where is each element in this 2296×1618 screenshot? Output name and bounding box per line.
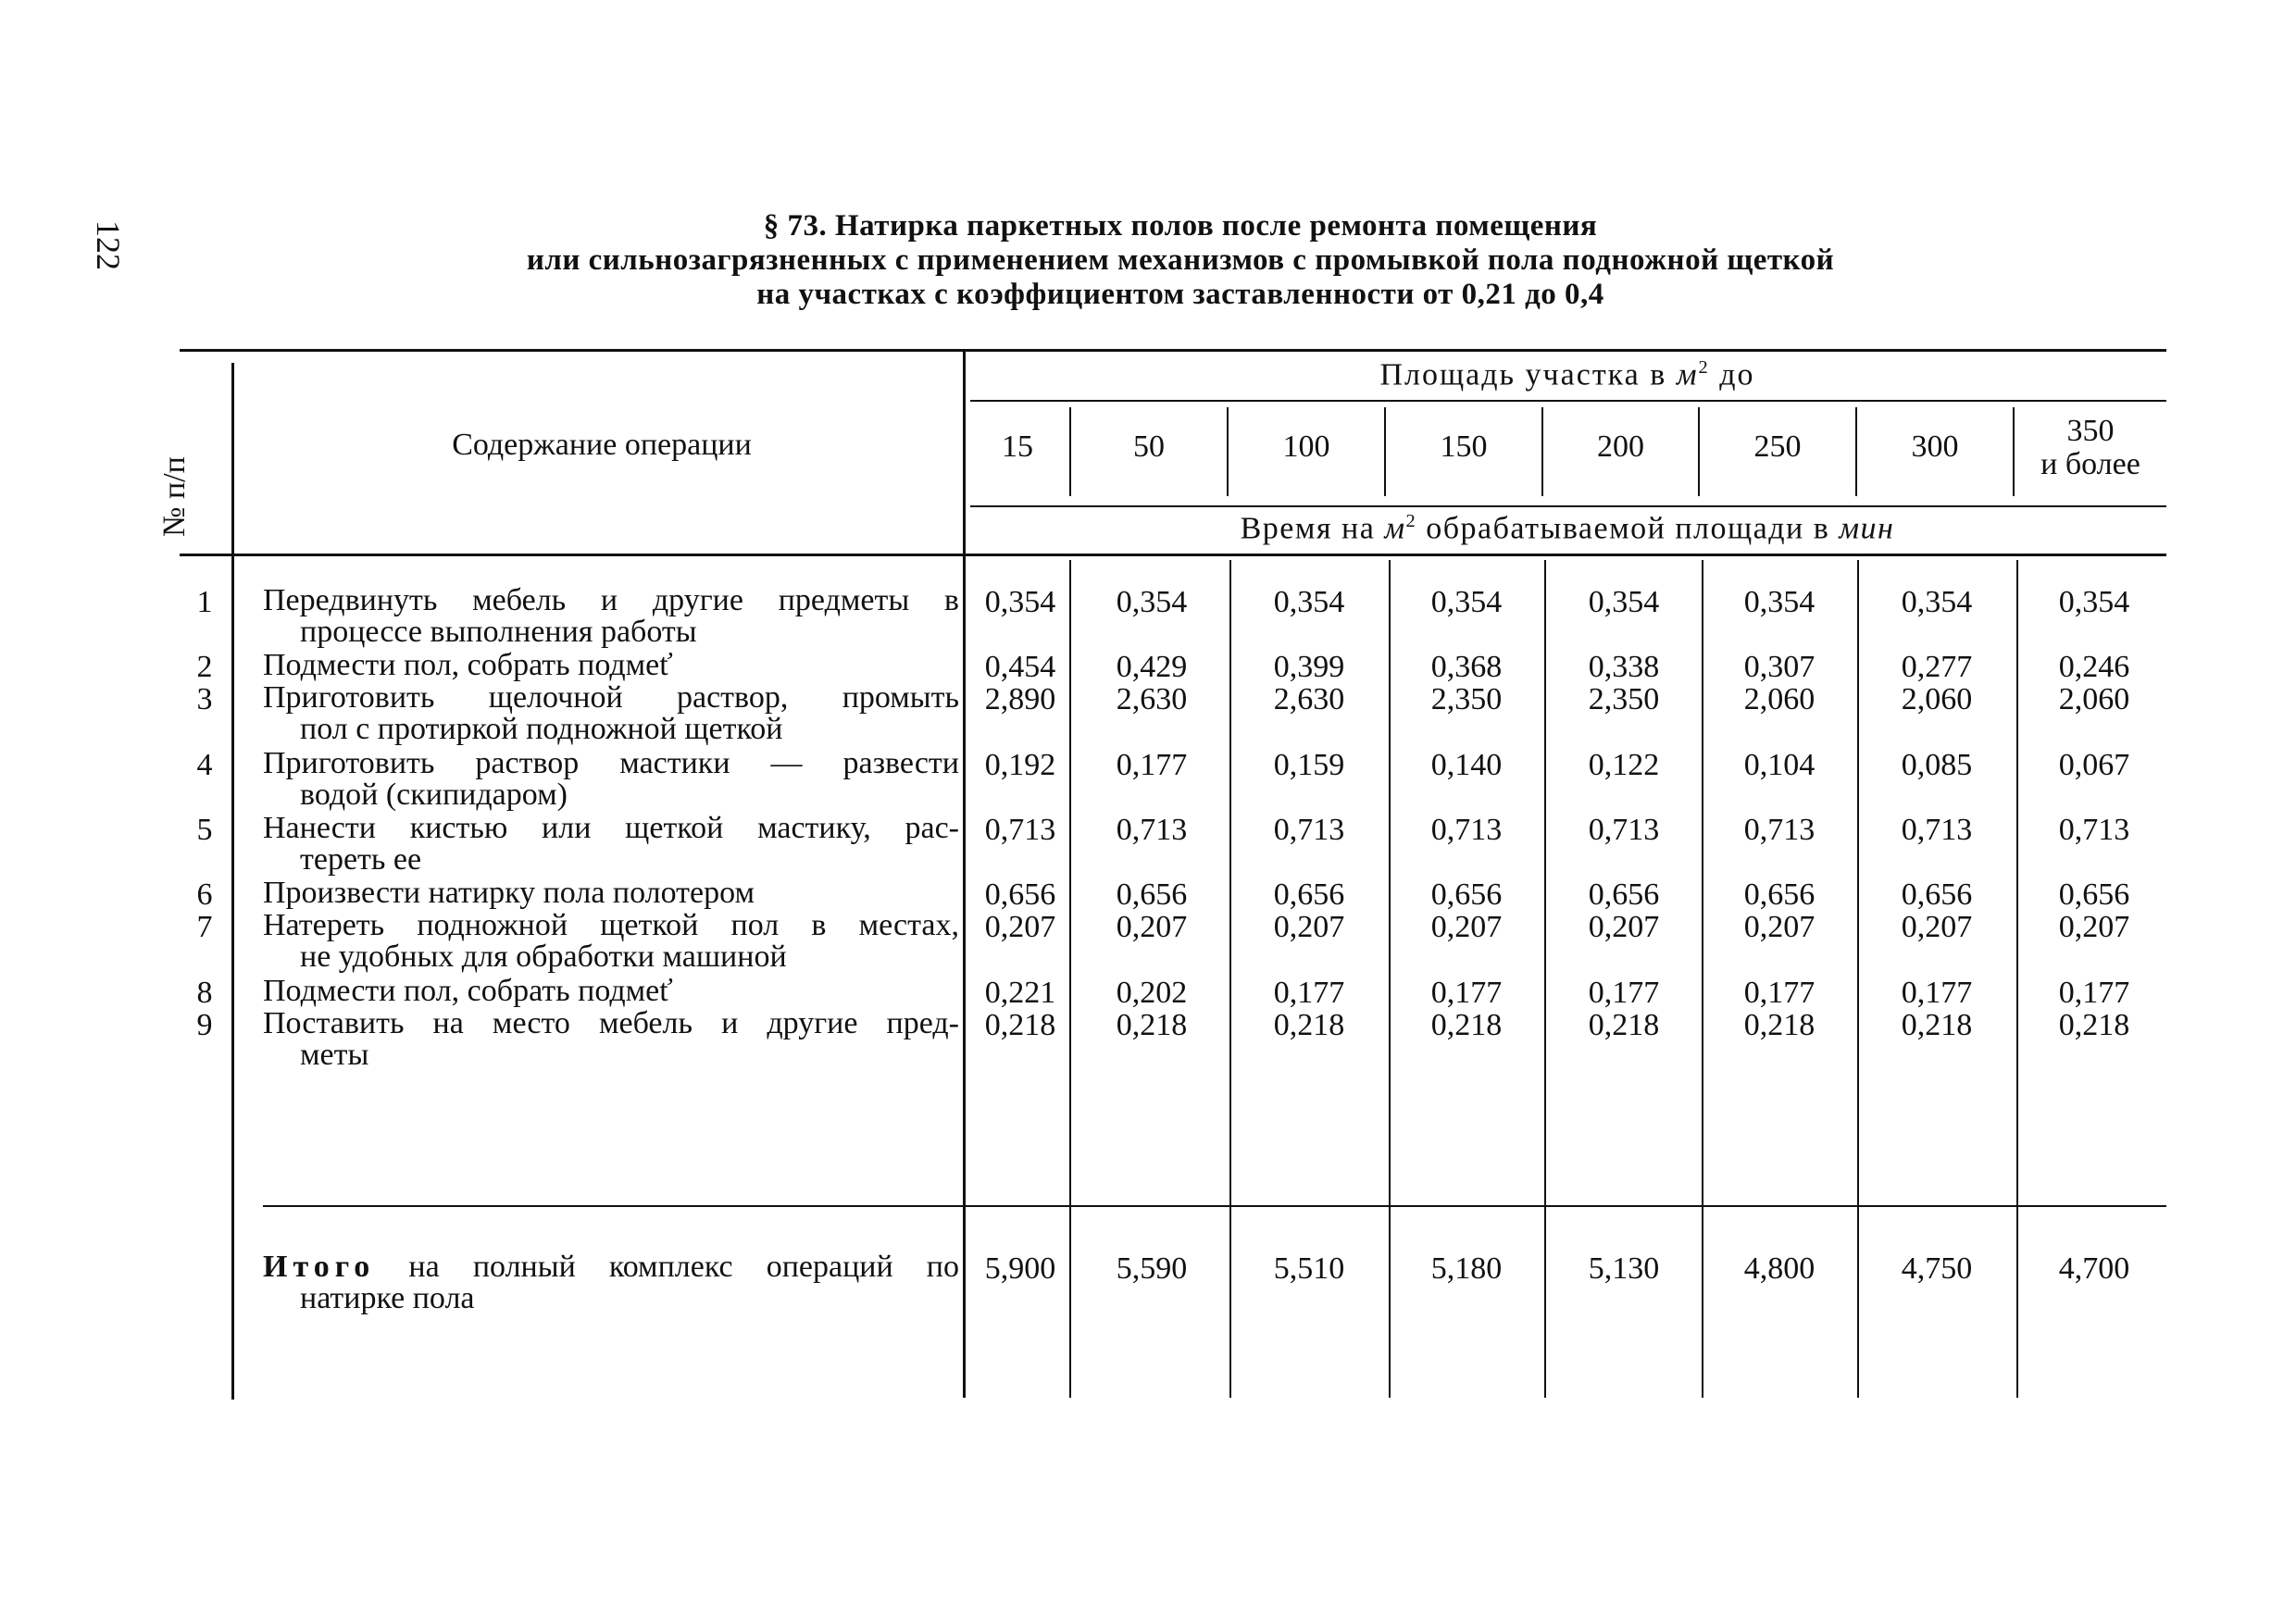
- value-cell: 0,354: [1901, 585, 1973, 619]
- value-cell: 0,218: [2058, 1008, 2130, 1042]
- value-cell: 0,307: [1743, 650, 1816, 684]
- value-cell: 0,218: [1273, 1008, 1345, 1042]
- page-number: 122: [90, 220, 127, 270]
- value-cell: 0,429: [1116, 650, 1188, 684]
- value-cell: 0,067: [2058, 748, 2130, 782]
- row-number: 4: [196, 748, 213, 782]
- value-cell: 2,350: [1430, 682, 1503, 716]
- value-cell: 0,207: [1116, 910, 1188, 944]
- value-cell: 0,218: [1430, 1008, 1503, 1042]
- header-num: № п/п: [157, 456, 192, 537]
- value-cell: 0,656: [1116, 877, 1188, 912]
- total-label: Итого на полный комплекс операций по натирке пола: [263, 1250, 959, 1315]
- header-area: Площадь участка в $м^2$ до: [1379, 357, 1755, 392]
- value-cell: 0,177: [1430, 976, 1503, 1010]
- title-line-2: или сильнозагрязненных с применением механизмов с промывкой пола подножной щеткой: [526, 243, 1835, 277]
- total-value-cell: 5,130: [1588, 1251, 1660, 1286]
- total-value-cell: 5,180: [1430, 1251, 1503, 1286]
- operation-text: Поставить на место мебель и другие пред- меты: [263, 1006, 959, 1072]
- value-cell: 0,354: [1116, 585, 1188, 619]
- header-mid-rule: [970, 400, 2166, 402]
- operation-text: Подмести пол, собрать подмеť: [263, 648, 673, 682]
- value-cell: 0,218: [984, 1008, 1056, 1042]
- value-cell: 0,354: [984, 585, 1056, 619]
- row-number: 7: [196, 910, 213, 944]
- value-cell: 0,656: [1588, 877, 1660, 912]
- value-cell: 0,207: [1901, 910, 1973, 944]
- header-time-rule: [970, 505, 2166, 507]
- value-cell: 2,060: [1743, 682, 1816, 716]
- header-time: Время на $м^2$ обрабатываемой площади в мин: [1240, 511, 1895, 546]
- value-cell: 0,656: [1273, 877, 1345, 912]
- value-cell: 0,140: [1430, 748, 1503, 782]
- value-cell: 0,177: [1743, 976, 1816, 1010]
- total-value-cell: 4,800: [1743, 1251, 1816, 1286]
- row-number: 2: [196, 650, 213, 684]
- value-cell: 0,177: [1116, 748, 1188, 782]
- value-cell: 0,207: [1273, 910, 1345, 944]
- table-top-rule: [180, 349, 2166, 352]
- value-cell: 0,207: [2058, 910, 2130, 944]
- total-value-cell: 5,590: [1116, 1251, 1188, 1286]
- value-cell: 2,630: [1116, 682, 1188, 716]
- row-number: 9: [196, 1008, 213, 1042]
- value-cell: 0,159: [1273, 748, 1345, 782]
- value-cell: 0,277: [1901, 650, 1973, 684]
- value-cell: 0,713: [2058, 813, 2130, 847]
- operation-text: Приготовить щелочной раствор, промыть пол с протиркой подножной щеткой: [263, 680, 959, 746]
- value-cell: 0,177: [1901, 976, 1973, 1010]
- value-cell: 0,713: [1743, 813, 1816, 847]
- value-cell: 0,207: [984, 910, 1056, 944]
- value-cell: 2,890: [984, 682, 1056, 716]
- col-divider: [1229, 560, 1231, 1398]
- value-cell: 0,122: [1588, 748, 1660, 782]
- value-cell: 0,368: [1430, 650, 1503, 684]
- col-head-300: 300: [1911, 429, 1959, 464]
- title-line-3: на участках с коэффициентом заставленности от 0,21 до 0,4: [756, 278, 1604, 311]
- value-cell: 0,354: [1430, 585, 1503, 619]
- operation-text: Передвинуть мебель и другие предметы в процессе выполнения работы: [263, 583, 959, 649]
- value-cell: 0,713: [1588, 813, 1660, 847]
- value-cell: 2,630: [1273, 682, 1345, 716]
- value-cell: 2,350: [1588, 682, 1660, 716]
- value-cell: 0,354: [1273, 585, 1345, 619]
- col-divider: [1544, 560, 1546, 1398]
- operation-text: Подмести пол, собрать подмеť: [263, 974, 673, 1008]
- value-cell: 0,656: [1743, 877, 1816, 912]
- value-cell: 0,221: [984, 976, 1056, 1010]
- value-cell: 0,354: [1588, 585, 1660, 619]
- col-head-15: 15: [1002, 429, 1033, 464]
- total-value-cell: 4,750: [1901, 1251, 1973, 1286]
- col-head-250: 250: [1753, 429, 1802, 464]
- title-line-1: § 73. Натирка паркетных полов после ремонта помещения: [763, 209, 1598, 243]
- value-cell: 0,202: [1116, 976, 1188, 1010]
- col-divider: [1702, 560, 1703, 1398]
- value-cell: 0,085: [1901, 748, 1973, 782]
- col-head-350: 350 и более: [2040, 414, 2140, 481]
- value-cell: 0,713: [984, 813, 1056, 847]
- value-cell: 0,656: [1901, 877, 1973, 912]
- value-cell: 0,656: [2058, 877, 2130, 912]
- header-bottom-rule: [180, 554, 2166, 556]
- row-number: 6: [196, 877, 213, 912]
- value-cell: 0,399: [1273, 650, 1345, 684]
- col-divider: [1389, 560, 1391, 1398]
- col-head-100: 100: [1282, 429, 1330, 464]
- col-head-200: 200: [1597, 429, 1644, 464]
- value-cell: 0,177: [1273, 976, 1345, 1010]
- value-cell: 0,177: [1588, 976, 1660, 1010]
- value-cell: 0,713: [1430, 813, 1503, 847]
- value-cell: 0,713: [1901, 813, 1973, 847]
- value-cell: 0,656: [1430, 877, 1503, 912]
- value-cell: 0,246: [2058, 650, 2130, 684]
- value-cell: 0,354: [1743, 585, 1816, 619]
- total-value-cell: 5,510: [1273, 1251, 1345, 1286]
- value-cell: 0,713: [1273, 813, 1345, 847]
- section-title: [278, 209, 2083, 312]
- row-number: 3: [196, 682, 213, 716]
- value-cell: 0,104: [1743, 748, 1816, 782]
- col-head-150: 150: [1440, 429, 1488, 464]
- row-number: 8: [196, 976, 213, 1010]
- value-cell: 0,338: [1588, 650, 1660, 684]
- col-divider: [2016, 560, 2018, 1398]
- operation-text: Натереть подножной щеткой пол в местах, не удобных для обработки машиной: [263, 908, 959, 974]
- value-cell: 0,207: [1743, 910, 1816, 944]
- value-cell: 0,354: [2058, 585, 2130, 619]
- col-divider: [1857, 560, 1859, 1398]
- value-cell: 0,454: [984, 650, 1056, 684]
- row-number: 1: [196, 585, 213, 619]
- header-operation: Содержание операции: [452, 428, 752, 462]
- row-number: 5: [196, 813, 213, 847]
- col-head-50: 50: [1133, 429, 1165, 464]
- operation-text: Приготовить раствор мастики — развести водой (скипидаром): [263, 746, 959, 812]
- value-cell: 0,218: [1588, 1008, 1660, 1042]
- total-value-cell: 5,900: [984, 1251, 1056, 1286]
- operation-text: Произвести натирку пола полотером: [263, 876, 755, 910]
- value-cell: 0,218: [1116, 1008, 1188, 1042]
- value-cell: 0,713: [1116, 813, 1188, 847]
- value-cell: 0,177: [2058, 976, 2130, 1010]
- total-value-cell: 4,700: [2058, 1251, 2130, 1286]
- total-rule: [263, 1205, 2166, 1207]
- value-cell: 2,060: [2058, 682, 2130, 716]
- value-cell: 0,218: [1743, 1008, 1816, 1042]
- value-cell: 0,656: [984, 877, 1056, 912]
- value-cell: 0,207: [1588, 910, 1660, 944]
- value-cell: 0,207: [1430, 910, 1503, 944]
- left-border: [231, 363, 234, 1400]
- value-cell: 0,218: [1901, 1008, 1973, 1042]
- value-cell: 2,060: [1901, 682, 1973, 716]
- value-cell: 0,192: [984, 748, 1056, 782]
- operation-text: Нанести кистью или щеткой мастику, рас- тереть ее: [263, 811, 959, 877]
- operation-divider: [963, 352, 966, 1398]
